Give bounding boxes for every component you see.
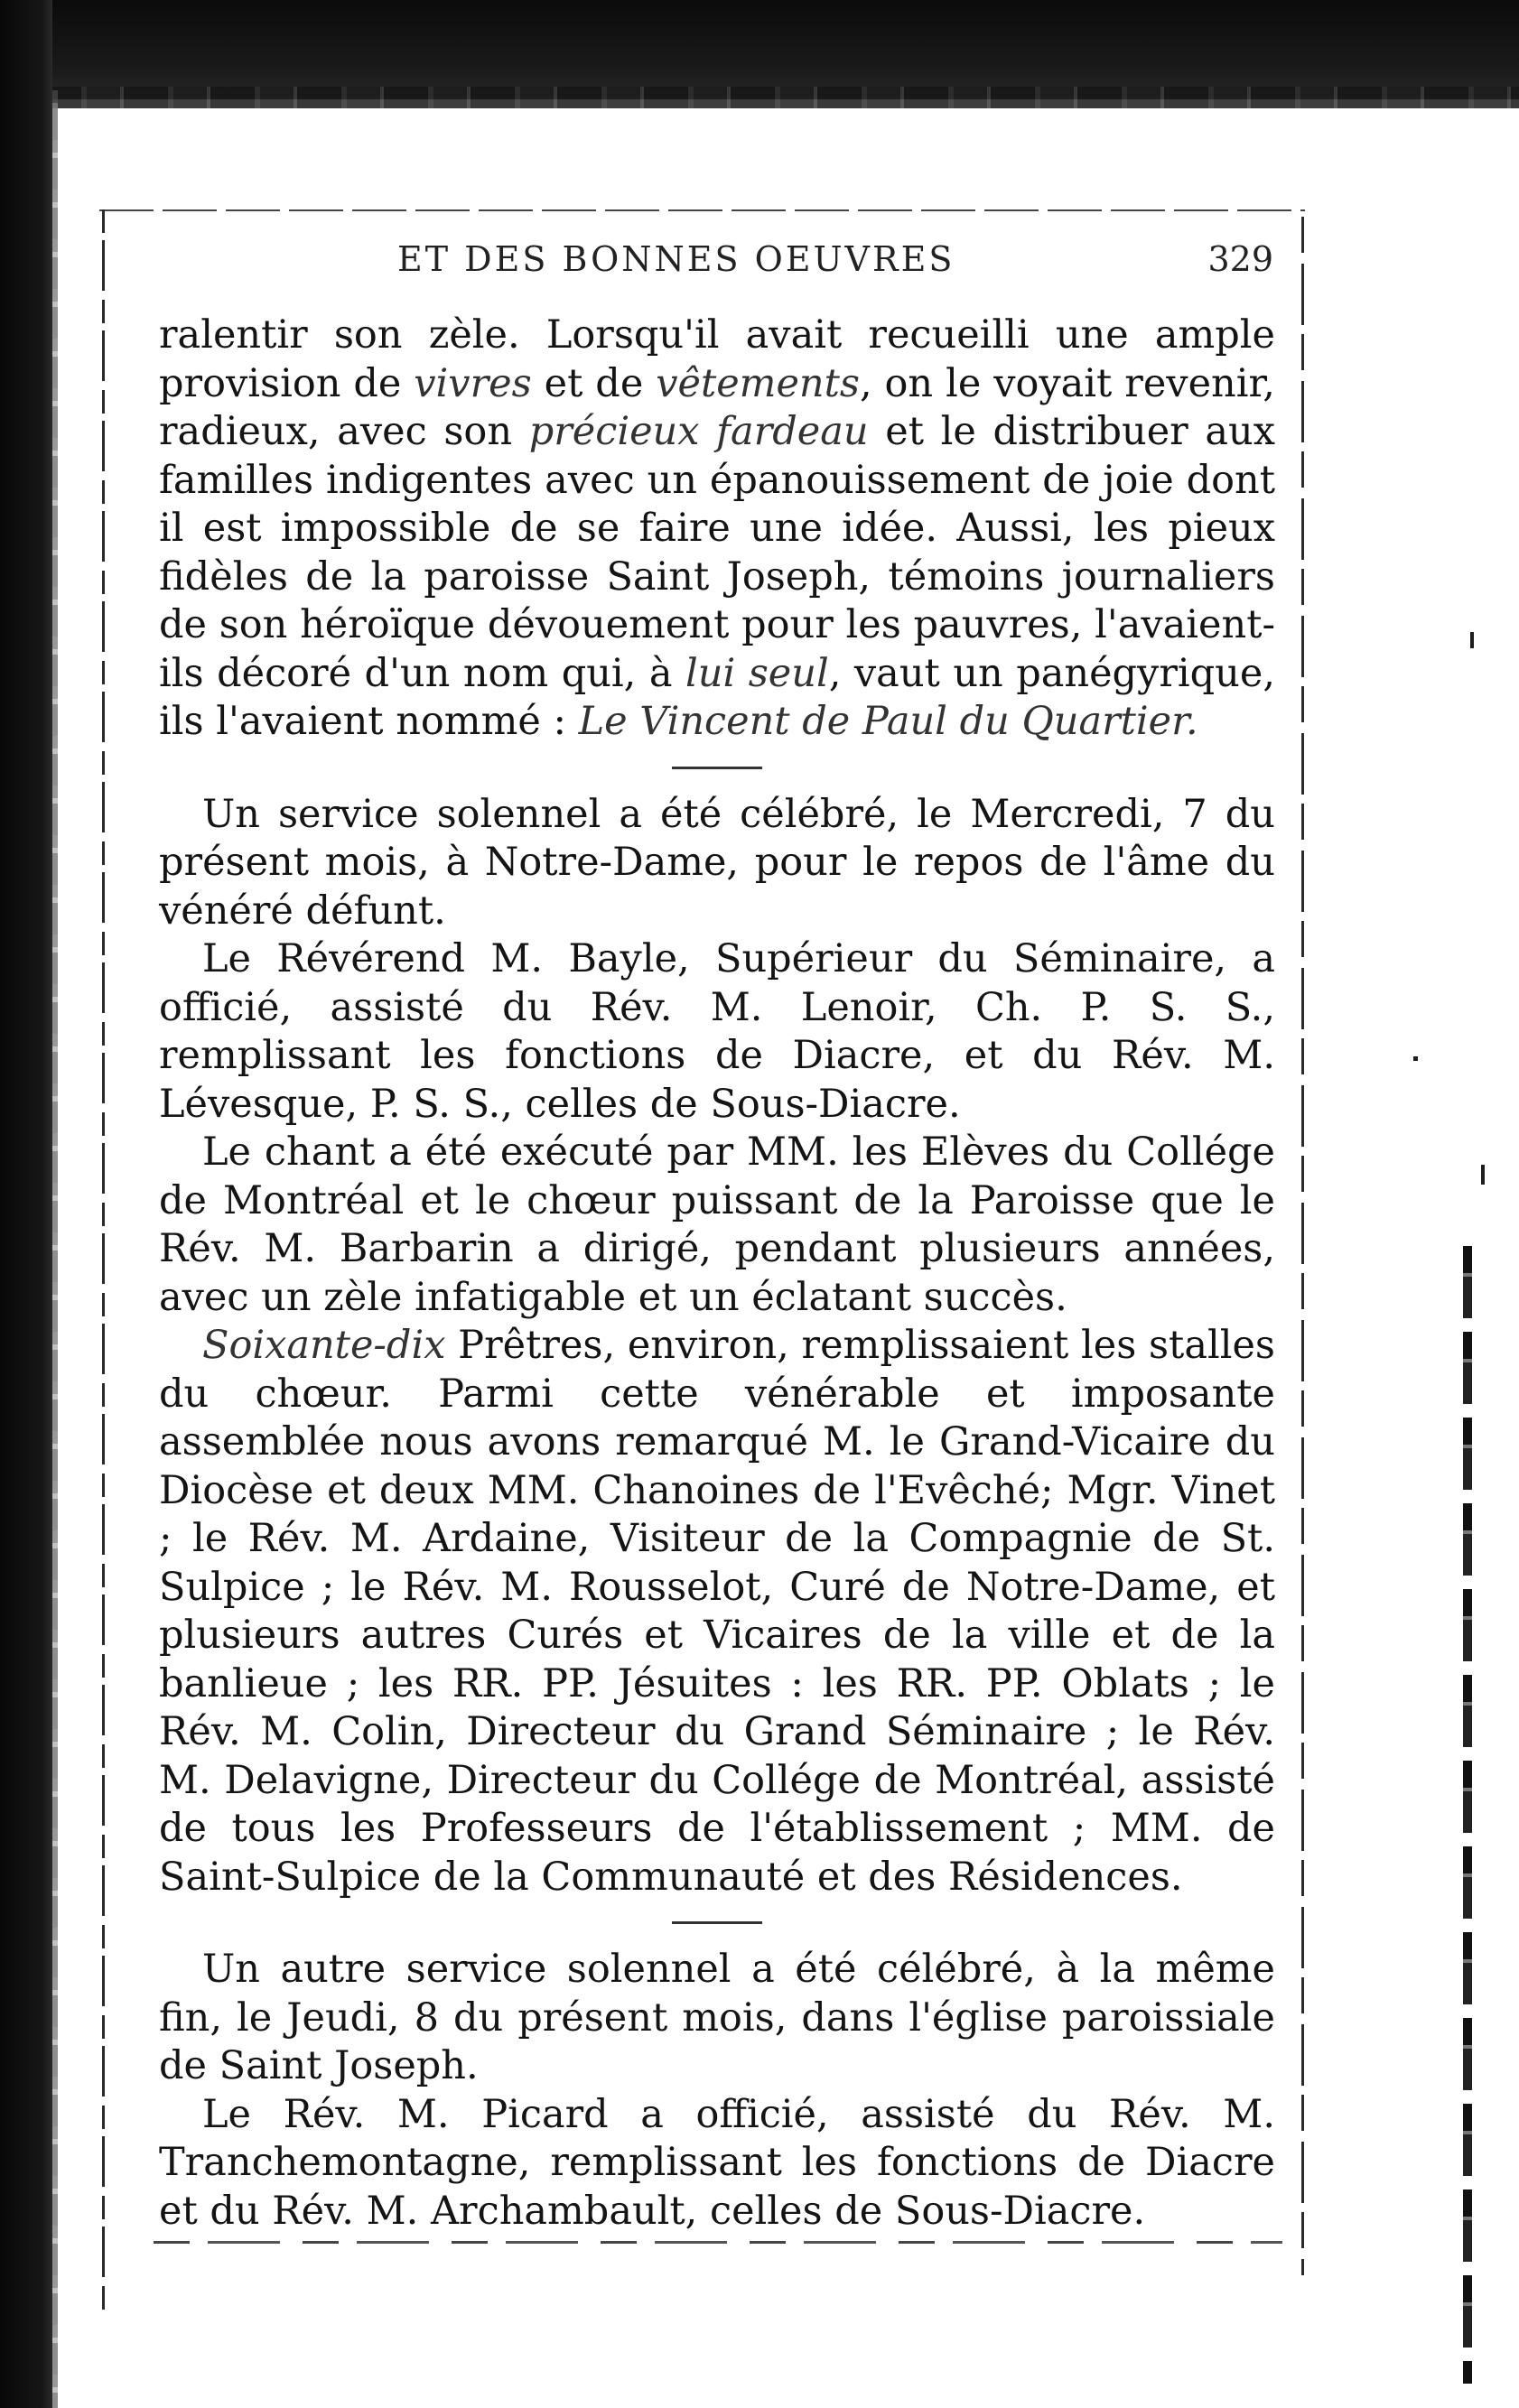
- article-body: [159, 311, 1275, 2236]
- paragraph-1: ralentir son zèle. Lorsqu'il avait recueilli une ample provision de vivres et de vêtements, on le voyait revenir, radieux, avec son précieux fardeau et le distribuer aux familles indigentes avec un épanouissement de joie dont il est impossible de se faire une idée. Aussi, les pieux fidèles de la paroisse Saint Joseph, témoins journaliers de son héroïque dévouement pour les pauvres, l'avaient-ils décoré d'un nom qui, à lui seul, vaut un panégyrique, ils l'avaient nommé : Le Vincent de Paul du Quartier.: [159, 312, 1275, 744]
- scan-page-edge: [52, 90, 58, 2408]
- page-number: 329: [1207, 239, 1273, 279]
- scan-speck: [1481, 1165, 1485, 1185]
- running-title: ET DES BONNES OEUVRES: [397, 239, 955, 279]
- scan-right-edge: [1463, 1246, 1472, 2384]
- paragraph-4: Le chant a été exécuté par MM. les Elèves du Collége de Montréal et le chœur puissant de la Paroisse que le Rév. M. Barbarin a dirigé, pendant plusieurs années, avec un zèle infatigable et un éclatant succès.: [159, 1130, 1275, 1320]
- paragraph-3: Le Révérend M. Bayle, Supérieur du Séminaire, a officié, assisté du Rév. M. Lenoir, Ch. P. S. S., remplissant les fonctions de Diacre, et du Rév. M. Lévesque, P. S. S., celles de Sous-Diacre.: [159, 936, 1275, 1127]
- running-head: [163, 239, 1300, 293]
- scan-border-left: [0, 0, 52, 2408]
- scan-speck: [1470, 632, 1474, 648]
- section-divider: [672, 767, 762, 769]
- paragraph-2: Un service solennel a été célébré, le Mercredi, 7 du présent mois, à Notre-Dame, pour le repos de l'âme du vénéré défunt.: [159, 791, 1275, 934]
- page-frame-top: [99, 209, 1305, 211]
- section-divider: [672, 1921, 762, 1924]
- paragraph-5: Soixante-dix Prêtres, environ, remplissaient les stalles du chœur. Parmi cette vénérable et imposante assemblée nous avons remarqué M. le Grand-Vicaire du Diocèse et deux MM. Chanoines de l'Evêché; Mgr. Vinet ; le Rév. M. Ardaine, Visiteur de la Compagnie de St. Sulpice ; le Rév. M. Rousselot, Curé de Notre-Dame, et plusieurs autres Curés et Vicaires de la ville et de la banlieue ; les RR. PP. Jésuites : les RR. PP. Oblats ; le Rév. M. Colin, Directeur du Grand Séminaire ; le Rév. M. Delavigne, Directeur du Collége de Montréal, assisté de tous les Professeurs de l'établissement ; MM. de Saint-Sulpice de la Communauté et des Résidences.: [159, 1323, 1275, 1900]
- paragraph-7: Le Rév. M. Picard a officié, assisté du Rév. M. Tranchemontagne, remplissant les fonctions de Diacre et du Rév. M. Archambault, celles de Sous-Diacre.: [159, 2091, 1275, 2234]
- scan-speck: [1413, 1056, 1418, 1061]
- page-frame-left: [102, 209, 105, 2313]
- page-frame-bottom: [154, 2241, 1282, 2244]
- scan-border-top: [0, 0, 1519, 99]
- scan-border-tear: [0, 87, 1519, 108]
- page-frame-right: [1301, 217, 1304, 2275]
- paragraph-6: Un autre service solennel a été célébré, à la même fin, le Jeudi, 8 du présent mois, dans l'église paroissiale de Saint Joseph.: [159, 1947, 1275, 2088]
